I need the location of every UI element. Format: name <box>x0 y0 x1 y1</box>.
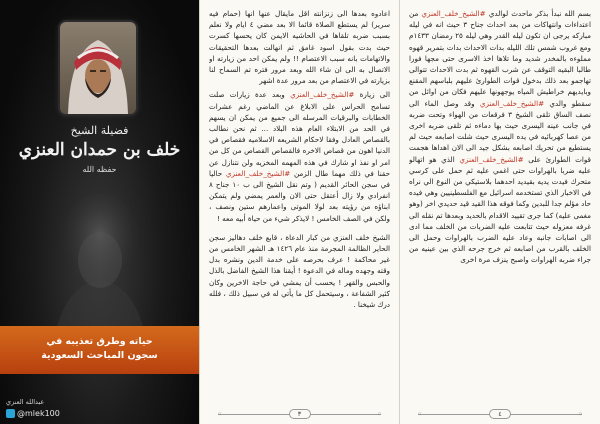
author-credit: عبدالله العنزي <box>6 398 45 406</box>
banner-line: سجون المباحث السعودية <box>41 350 158 361</box>
text-run: من اعتداءات وانتهاكات من بعد احداث جناح ٣ حيث انه في ليله مباركه يرجى ان تكون ليله القدر وهي ليله ٢٥ رمضان ١٤٣٣م ومع غروب شمس تلك الليله بدات الاحداث بدات بتمرير قهوه مملوءه بالمخدر شديد وما تلاها اخذ الاسرى حتى مجها فورا طالبا البقيه التوقف عن شرب القهوه ثم بدت الاحداث تتوالى تهاجمو بعد ذلك بدخول قوات الطوارئ عليهم بلباسهم المقنع وبايديهم خراطيش المياه يوجهونها عليهم فكان من اوائل من سقطو والدي <box>409 9 591 108</box>
page-middle <box>199 0 399 424</box>
hashtag[interactable]: #الشيخ_خلف_العنزي <box>290 90 355 100</box>
hashtag[interactable]: #الشيخ_خلف_العنزي <box>421 9 486 18</box>
text-column-middle <box>209 8 390 404</box>
ornament-icon: ۞ <box>377 410 381 417</box>
banner-line: حياته وطرق تعذيبه في <box>46 336 153 347</box>
text-run: اعادوه بعدها الى زنزانته اقل مايقال عنها انها (حمام فيه سرير) لم يستطع الصلاة قائما الا بعد مضي ٤ ايام ولا نعلم بسبب ضربه تلقاها في الحاشيه الايمن كان يحسها كسرت حيث بدت بقول اسود غامق ثم انهالت بعدها التحقيقات والاتهامات بانه سبب الاعتصام !! ولم يمكن احد من زيارته او الاتصال به الى ان شاء الله وبعد مرور فتره تم السماح لنا بزيارته في الاعتصام من بعد مرور عدة اشهر <box>209 9 390 86</box>
page-footer <box>218 409 381 419</box>
ghost-portrait-image <box>44 190 156 340</box>
text-run: وقد وصل الماء الى نصف الساق تلقى الشيخ ٣ فرقعات من الهواء وتحت ضربه في جانب عينه اليسرى حيث بها دماءه ثم تلقى ضربه اخرى من عصا كهربائيه في يده اليسرى حيث شلت اصابعه حيث لم يستطيع من تحريك اصابعه بشكل جيد الى الان اهداها هجمت قوات الطوارئ على <box>409 98 591 164</box>
twitter-icon <box>6 409 15 418</box>
page-number: ٣ <box>289 409 311 419</box>
paragraph <box>209 8 390 86</box>
page-number: ٤ <box>489 409 511 419</box>
text-column-right <box>409 8 591 404</box>
cover-banner <box>0 326 199 374</box>
hashtag[interactable]: #الشيخ_خلف_العنزي <box>225 168 291 178</box>
ornament-icon: ۞ <box>578 410 582 417</box>
page-footer <box>418 409 582 419</box>
hashtag[interactable]: #الشيخ_خلف_العنزي <box>479 98 545 108</box>
ornament-icon: ۞ <box>418 410 422 417</box>
text-run: الشيخ خلف العنزي من كبار الدعاة ، قابع خلف دهاليز سجن الحاير الظالمة المجرمة منذ عام ١٤٢٦ هـ الشهر الخامس من غير محاكمة ! عرف بحرصه على خدمة الدين ونشره بدل وقته وجهده وماله في الدعوة ! أيقنا هذا الشيخ الفاضل بالذل والحبس والقهر ! يحسب أن يمشي في حاجة الاخرين وكان كثير الشفاعة ، وسيتحمل كل ما يأتي له في سبيل ذلك ، فلله درك شيخنا . <box>209 232 390 310</box>
cover-page <box>0 0 199 424</box>
cover-title-name: خلف بن حمدان العنزي <box>18 140 181 160</box>
ornament-icon: ۞ <box>218 410 222 417</box>
cover-title-honorific: حفظه الله <box>82 165 117 174</box>
paragraph <box>409 8 591 266</box>
twitter-handle[interactable] <box>6 409 60 418</box>
text-run: بسم الله نبدأ بذكر ماحدث لوالدي <box>488 9 591 18</box>
portrait-photo <box>60 22 136 114</box>
handle-text: @mlek100 <box>17 409 60 418</box>
cover-title-prefix: فضيلة الشيخ <box>70 124 129 137</box>
paragraph <box>209 89 390 223</box>
text-run: وبعد عدة زيارات صلت تسامح الحراس على الابلاغ عن الماضي رغم عشرات الخطابات والبرقيات المرسله الى جميع من يمكن ان يسهم في الحد من الابتلاء العام هذه البلاد ... ثم نحن نطالب بالقصاص العادل وفقا لاحكام الشريعه الاسلاميه فقصاص في الدنيا اهون من قصاص الاخره فالقصاص القصاص من كل من امر او نفذ او شارك في هذه المهمه المخزيه ولن نتنازل عن حقنا في ذلك مهما طال الزمن <box>209 90 390 178</box>
text-run: حاليا في سجن الحائر القديم ( وتم نقل الشيخ الى ب ١٠ جناح ٨ انفرادي ولا زال أعتقل حتى الان والعمر يمضي ولم يتمكن ابناؤه من رؤيته بعد لولا الموتى واعمارهم ستين ونصف ، ولكن في الصف الخامس ! لايذكر شيء من حياة أبيه معه ! <box>209 168 390 223</box>
page-right <box>399 0 600 424</box>
text-run: الذي هو اتهالو عليه ضربا بالهراوات حتى اغمي عليه ثم حمل على كرسي متحرك فيدت يديه بقيديد احدهما بلاستيكي من النوع الي نراه في الاخبار الذي تستخدمه اسرائيل مع الفلسطينيين وهي فيده حاد مؤلم جدا للبدين وكما فوقه هذا القيد قيد حديدي اخر (وهو مغمى عليه) كما جرى تقييد الاقدام بالحديد وبعدها تم نقله الى غرفه معزوله حيث تتابعت عليه الضربات من الخلف مما ادى الى اصابات جانبه وعاد عليه الضرب بالهراوات وحمل الى الخلف بالقرب من اصابعه ثم خرج جرحه الذي بين عينيه من جراء ضربه الهراوات واصبح ينزف مرة اخرى <box>409 154 591 265</box>
hashtag[interactable]: #الشيخ_خلف_العنزي <box>459 154 524 164</box>
paragraph <box>209 232 390 310</box>
text-run: الى زيارة <box>359 90 390 100</box>
